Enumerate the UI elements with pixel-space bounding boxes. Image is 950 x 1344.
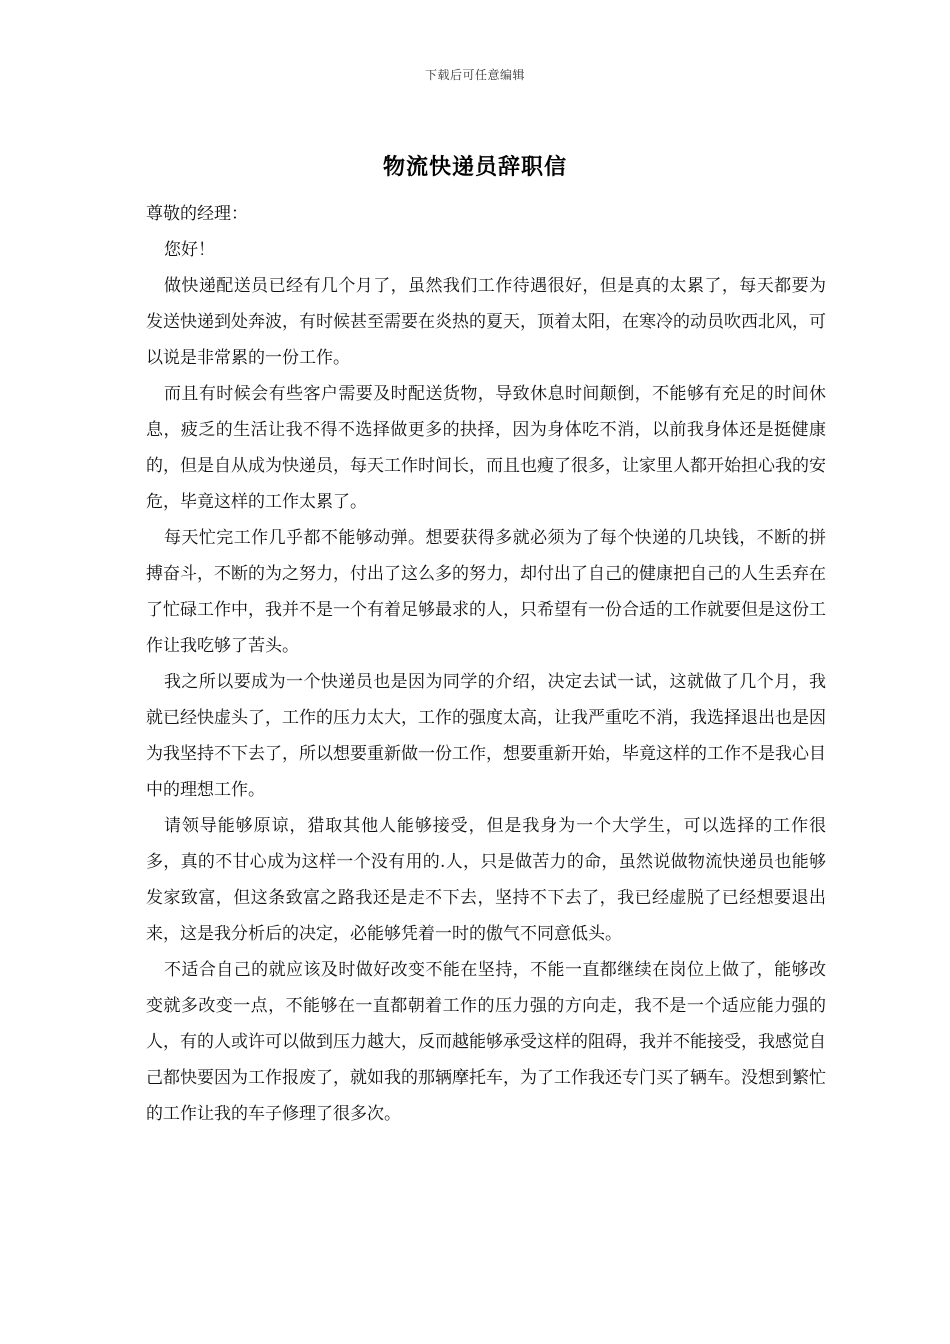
paragraph-5: 请领导能够原谅，猎取其他人能够接受，但是我身为一个大学生，可以选择的工作很多，真的不甘心成为这样一个没有用的.人，只是做苦力的命，虽然说做物流快递员也能够发家致富，但这条致富之路我还是走不下去，坚持不下去了，我已经虚脱了已经想要退出来，这是我分析后的决定，必能够凭着一时的傲气不同意低头。 [146,816,826,944]
paragraph-6: 不适合自己的就应该及时做好改变不能在坚持，不能一直都继续在岗位上做了，能够改变就多改变一点，不能够在一直都朝着工作的压力强的方向走，我不是一个适应能力强的人，有的人或许可以做到压力越大，反而越能够承受这样的阻碍，我并不能接受，我感觉自己都快要因为工作报废了，就如我的那辆摩托车，为了工作我还专门买了辆车。没想到繁忙的工作让我的车子修理了很多次。 [146,960,826,1124]
salutation: 尊敬的经理： [146,204,248,224]
header-note: 下载后可任意编辑 [424,68,525,82]
paragraph-3: 每天忙完工作几乎都不能够动弹。想要获得多就必须为了每个快递的几块钱，不断的拼搏奋斗，不断的为之努力，付出了这么多的努力，却付出了自己的健康把自己的人生丢弃在了忙碌工作中，我并不是一个有着足够最求的人，只希望有一份合适的工作就要但是这份工作让我吃够了苦头。 [146,528,826,656]
paragraph-2: 而且有时候会有些客户需要及时配送货物，导致休息时间颠倒，不能够有充足的时间休息，疲乏的生活让我不得不选择做更多的抉择，因为身体吃不消，以前我身体还是挺健康的，但是自从成为快递员，每天工作时间长，而且也瘦了很多，让家里人都开始担心我的安危，毕竟这样的工作太累了。 [146,384,826,512]
paragraph-4: 我之所以要成为一个快递员也是因为同学的介绍，决定去试一试，这就做了几个月，我就已经快虚头了，工作的压力太大，工作的强度太高，让我严重吃不消，我选择退出也是因为我坚持不下去了，所以想要重新做一份工作，想要重新开始，毕竟这样的工作不是我心目中的理想工作。 [146,672,826,800]
letter-body [146,196,826,1132]
document-title: 物流快递员辞职信 [382,154,567,180]
paragraph-1: 做快递配送员已经有几个月了，虽然我们工作待遇很好，但是真的太累了，每天都要为发送快递到处奔波，有时候甚至需要在炎热的夏天，顶着太阳，在寒冷的动员吹西北风，可以说是非常累的一份工作。 [146,276,826,368]
greeting: 您好！ [164,240,215,260]
